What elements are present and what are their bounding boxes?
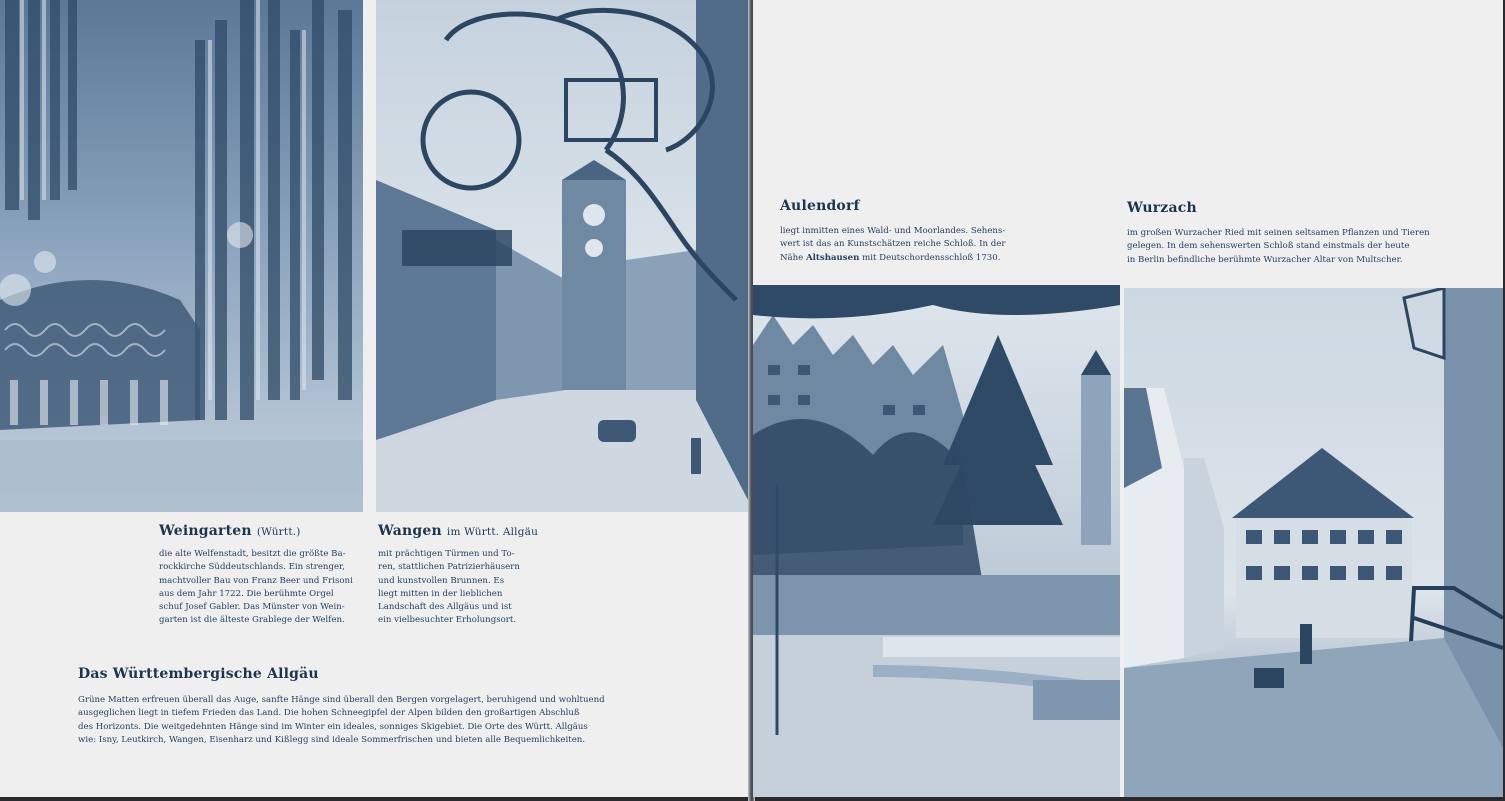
photo-wangen-street xyxy=(376,0,748,512)
text-line: des Horizonts. Die weitgedehnten Hänge sind im Winter ein ideales, sonniges Skigebiet. Die Orte des Württ. Allgäus xyxy=(78,721,588,732)
text-line: wie: Isny, Leutkirch, Wangen, Eisenharz und Kißlegg sind ideale Sommerfrischen und bieten alle Bequemlichkeiten. xyxy=(78,734,586,745)
text-line: ren, stattlichen Patrizierhäusern xyxy=(378,562,520,573)
text-line: in Berlin befindliche berühmte Wurzacher Altar von Multscher. xyxy=(1127,254,1403,265)
photo-wurzach-square xyxy=(1124,288,1503,797)
heading-wangen-subtitle: im Württ. Allgäu xyxy=(446,526,539,538)
text-line: und kunstvollen Brunnen. Es xyxy=(378,575,505,586)
text-line: schuf Josef Gabler. Das Münster von Wein- xyxy=(159,602,345,613)
text-wangen xyxy=(378,548,538,628)
heading-weingarten-title: Weingarten xyxy=(159,523,252,539)
heading-weingarten-subtitle: (Württ.) xyxy=(256,526,301,538)
heading-wangen-title: Wangen xyxy=(378,523,442,539)
heading-wurzach: Wurzach xyxy=(1127,200,1197,216)
heading-allgaeu: Das Württembergische Allgäu xyxy=(78,666,319,682)
text-aulendorf xyxy=(780,225,1032,265)
heading-wangen xyxy=(378,523,538,539)
heading-weingarten xyxy=(159,523,301,539)
text-line: gelegen. In dem sehenswerten Schloß stand einstmals der heute xyxy=(1127,241,1410,252)
text-line: liegt inmitten eines Wald- und Moorlandes. Sehens- xyxy=(780,226,1006,236)
text-wurzach xyxy=(1127,227,1447,267)
place-altshausen: Altshausen xyxy=(806,252,860,263)
text-line: machtvoller Bau von Franz Beer und Frisoni xyxy=(159,575,353,586)
text-line: ein vielbesuchter Erholungsort. xyxy=(378,615,517,626)
text-line: rockkirche Süddeutschlands. Ein strenger, xyxy=(159,562,345,573)
left-page xyxy=(0,0,750,797)
text-line: im großen Wurzacher Ried mit seinen seltsamen Pflanzen und Tieren xyxy=(1127,228,1430,238)
text-fragment: mit Deutschordensschloß 1730. xyxy=(859,252,1001,263)
text-line: aus dem Jahr 1722. Die berühmte Orgel xyxy=(159,588,334,599)
photo-weingarten-organ xyxy=(0,0,363,512)
text-line: mit prächtigen Türmen und To- xyxy=(378,549,515,559)
text-line: ausgeglichen liegt in tiefem Frieden das Land. Die hohen Schneegipfel der Alpen bilden den großartigen Abschluß xyxy=(78,708,580,719)
text-line: liegt mitten in der lieblichen xyxy=(378,588,503,599)
text-line: garten ist die älteste Grablege der Welfen. xyxy=(159,615,345,626)
text-allgaeu xyxy=(78,694,663,747)
text-line: Grüne Matten erfreuen überall das Auge, sanfte Hänge sind überall den Bergen vorgelagert, beruhigend und wohltuend xyxy=(78,695,605,705)
text-line: wert ist das an Kunstschätzen reiche Schloß. In der xyxy=(780,239,1006,250)
photo-aulendorf-castle xyxy=(753,285,1120,797)
text-line xyxy=(780,252,1032,265)
right-page xyxy=(753,0,1503,797)
text-fragment: Nähe xyxy=(780,252,806,263)
text-line: Landschaft des Allgäus und ist xyxy=(378,602,512,613)
heading-aulendorf: Aulendorf xyxy=(780,198,860,214)
text-weingarten xyxy=(159,548,364,628)
text-line: die alte Welfenstadt, besitzt die größte Ba- xyxy=(159,549,346,559)
